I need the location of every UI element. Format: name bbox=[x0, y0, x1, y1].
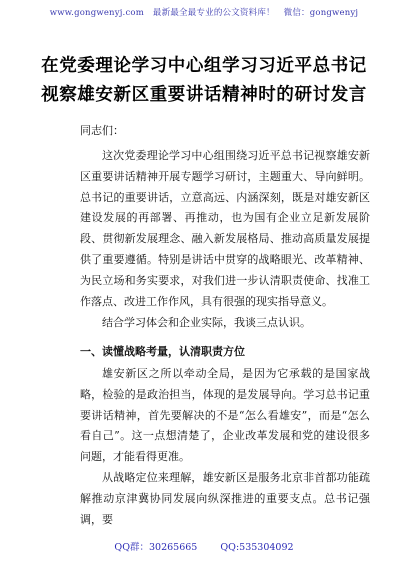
document-title-line-1: 在党委理论学习中心组学习习近平总书记 bbox=[41, 56, 367, 76]
section-1-heading: 一、读懂战略考量，认清职责方位 bbox=[80, 345, 245, 358]
section-1-paragraph-1: 雄安新区之所以牵动全局，是因为它承载的是国家战略，检验的是政治担当，体现的是发展导向。学习总书记重要讲话精神，首先要解决的不是“怎么看雄安”，而是“怎么看自己”。这一点想清楚了，企业改革发展和党的建设很多问题，才能看得更准。 bbox=[80, 367, 370, 464]
intro-paragraph: 这次党委理论学习中心组围绕习近平总书记视察雄安新区重要讲话精神开展专题学习研讨，主题重大、导向鲜明。总书记的重要讲话，立意高远、内涵深刻，既是对雄安新区建设发展的再部署、再推动，也为国有企业立足新发展阶段、贯彻新发展理念、融入新发展格局、推动高质量发展提供了重要遵循。特别是讲话中贯穿的战略眼光、改革精神、为民立场和务实要求，对我们进一步认清职责使命、找准工作落点、改进工作作风，具有很强的现实指导意义。 bbox=[80, 149, 370, 308]
transition-paragraph: 结合学习体会和企业实际，我谈三点认识。 bbox=[102, 316, 311, 329]
transition-section bbox=[80, 313, 370, 334]
section-1-body bbox=[80, 364, 370, 530]
footer-bar bbox=[0, 539, 408, 553]
footer-qq-contact: QQ:535304092 bbox=[220, 542, 294, 553]
footer-qq-group: QQ群：30265665 bbox=[114, 542, 198, 553]
header-slogan: 最新最全最专业的公文资料库！ bbox=[152, 8, 275, 18]
intro-section bbox=[80, 146, 370, 312]
section-1-paragraph-2: 从战略定位来理解，雄安新区是服务北京非首都功能疏解推动京津冀协同发展向纵深推进的重要支点。总书记强调，要 bbox=[80, 470, 370, 526]
greeting: 同志们： bbox=[80, 124, 124, 137]
document-title-line-2: 视察雄安新区重要讲话精神时的研讨发言 bbox=[41, 85, 367, 105]
header-wechat: 微信：gongwenyj bbox=[283, 8, 359, 18]
header-bar bbox=[0, 6, 408, 18]
header-website-link[interactable]: www.gongwenyj.com bbox=[49, 8, 145, 18]
